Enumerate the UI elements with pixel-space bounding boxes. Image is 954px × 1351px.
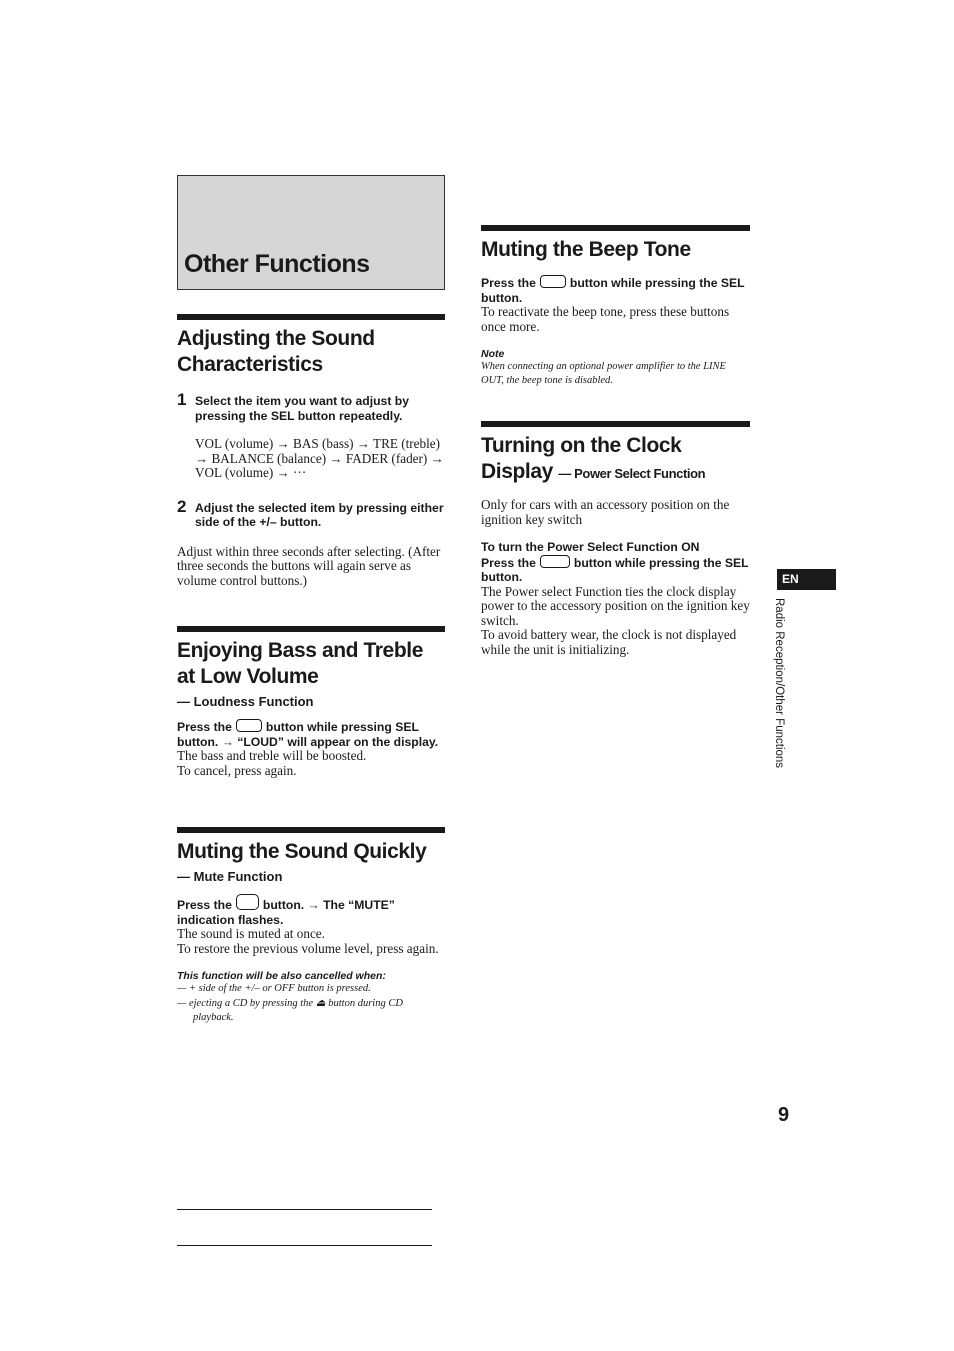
section-loudness (177, 626, 445, 778)
section-instruction: Press the button while pressing the SEL button. (481, 555, 749, 584)
section-beep-tone (481, 225, 750, 387)
note-text: When connecting an optional power amplifier to the LINE OUT, the beep tone is disabled. (481, 361, 726, 386)
section-body: Adjust within three seconds after selecting. (After three seconds the buttons will again serve as volume control buttons.) (177, 543, 441, 588)
section-subtitle: — Power Select Function (558, 466, 706, 481)
section-intro: Only for cars with an accessory position on the ignition key switch (481, 497, 730, 527)
step-number: 2 (177, 496, 187, 516)
section-body: The sound is muted at once. (177, 926, 325, 941)
section-mute (177, 827, 445, 1026)
section-body: To restore the previous volume level, press again. (177, 940, 439, 956)
note-item: — + side of the +/– or OFF button is pressed. (177, 983, 371, 994)
note-heading: Note (481, 348, 505, 360)
step-instruction: Adjust the selected item by pressing either side of the +/– button. (195, 500, 444, 529)
note-item: — ejecting a CD by pressing the ⏏ button during CD playback. (177, 997, 403, 1023)
footer-rule (177, 1245, 432, 1246)
rounded-button-icon (236, 719, 262, 732)
section-title: Muting the Beep Tone (481, 238, 691, 261)
section-title: Turning on the Clock Display — Power Select Function (481, 434, 706, 483)
section-subtitle: — Loudness Function (177, 694, 314, 709)
section-rule (177, 626, 445, 632)
section-title: Muting the Sound Quickly (177, 840, 427, 863)
language-tab (777, 569, 836, 590)
section-body: To cancel, press again. (177, 762, 297, 778)
adjust-sequence: VOL (volume) → BAS (bass) → TRE (treble) → BALANCE (balance) → FADER (fader) → VOL (volume) → ··· (195, 436, 444, 480)
note-list (177, 982, 445, 1026)
chapter-title: Other Functions (184, 250, 370, 278)
section-instruction: Press the button while pressing SEL button. → “LOUD” will appear on the display. (177, 720, 439, 749)
section-body: To reactivate the beep tone, press these buttons once more. (481, 304, 730, 334)
page-number: 9 (778, 1104, 790, 1126)
instruction-heading: To turn the Power Select Function ON (481, 540, 700, 554)
section-instruction: Press the button. → The “MUTE” indication flashes. (177, 894, 445, 927)
chapter-header-box (177, 175, 445, 290)
rounded-button-icon (540, 555, 570, 568)
section-body: The Power select Function ties the clock display power to the accessory position on the ignition key switch. (481, 583, 750, 628)
rounded-button-icon (540, 275, 566, 288)
section-clock-display (481, 421, 750, 657)
language-tab-label: EN (782, 572, 799, 586)
section-adjusting-sound (177, 314, 445, 588)
section-body: The bass and treble will be boosted. (177, 748, 367, 763)
step-instruction: Select the item you want to adjust by pressing the SEL button repeatedly. (195, 394, 409, 423)
footer-rule (177, 1209, 432, 1210)
step-number: 1 (177, 390, 187, 409)
step-2 (177, 496, 445, 530)
step-1 (177, 390, 445, 423)
section-subtitle: — Mute Function (177, 869, 283, 884)
section-rule (177, 314, 445, 320)
side-section-label: Radio Reception/Other Functions (773, 598, 785, 769)
rounded-button-icon (236, 894, 259, 910)
section-title: Enjoying Bass and Treble at Low Volume (177, 639, 423, 688)
note-heading: This function will be also cancelled when: (177, 970, 386, 982)
section-title: Adjusting the Sound Characteristics (177, 327, 375, 376)
section-rule (177, 827, 445, 833)
section-rule (481, 421, 750, 427)
section-rule (481, 225, 750, 231)
section-instruction: Press the button while pressing the SEL button. (481, 276, 745, 305)
section-body: To avoid battery wear, the clock is not displayed while the unit is initializing. (481, 627, 737, 657)
